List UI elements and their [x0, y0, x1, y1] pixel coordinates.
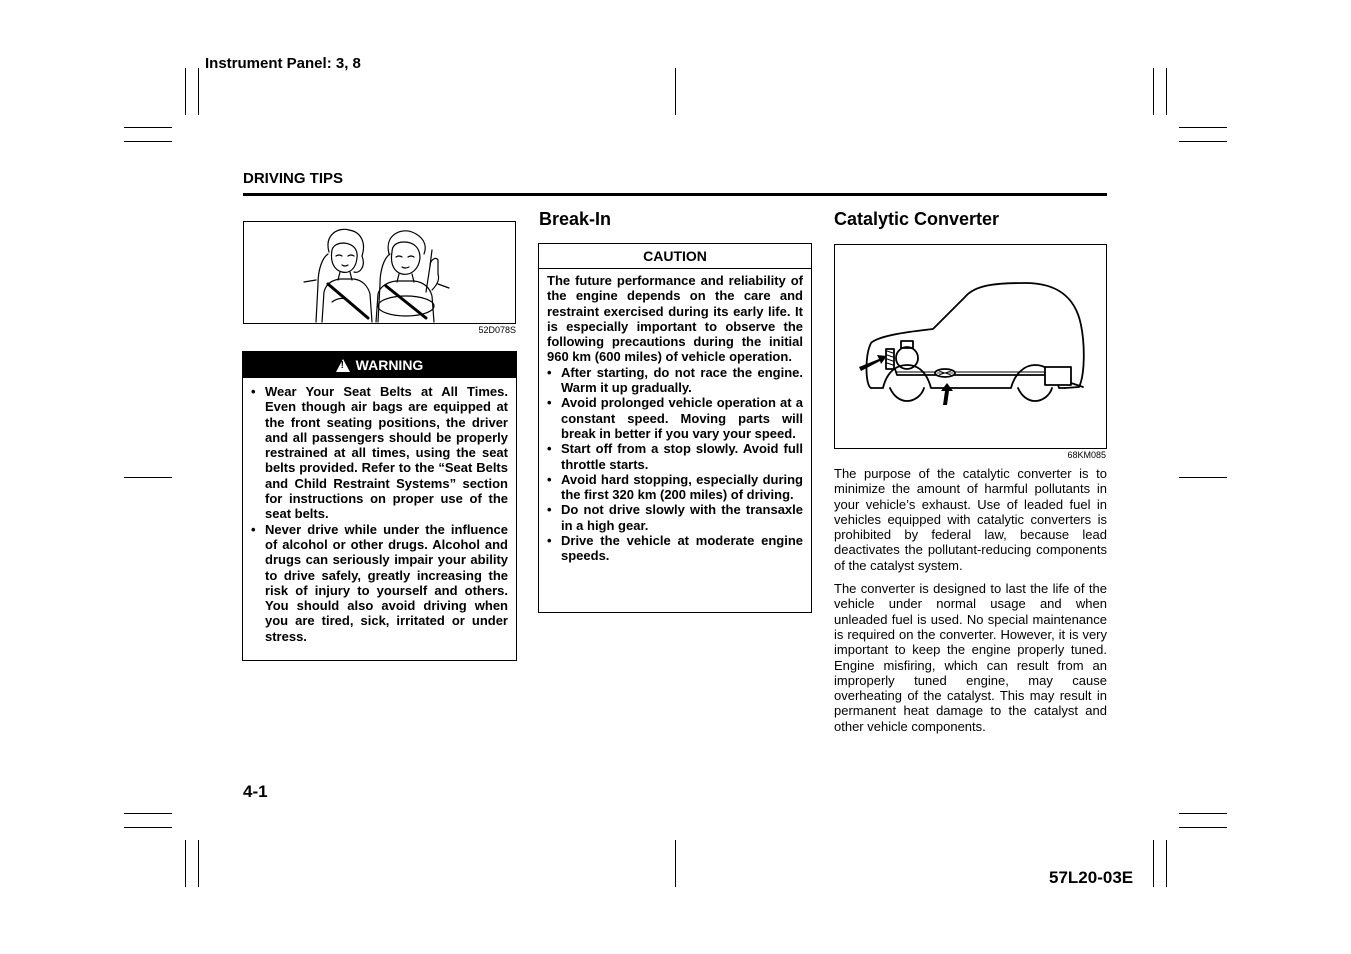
car-exhaust-system-drawing [835, 245, 1106, 448]
caution-header: CAUTION [539, 244, 811, 269]
figure-caption-68km085: 68KM085 [1067, 450, 1106, 460]
document-code: 57L20-03E [1049, 868, 1134, 887]
caution-intro: The future performance and reliability of the engine depends on the care and restraint exercised during its early life. It is especially important to observe the following precautions during the initial 960 km (600 miles) of vehicle operation. [547, 273, 803, 365]
instrument-panel-reference: Instrument Panel: 3, 8 [205, 55, 361, 72]
warning-box [242, 351, 517, 661]
caution-item: • Start off from a stop slowly. Avoid full throttle starts. [547, 441, 803, 472]
paragraph-maintenance: The converter is designed to last the life of the vehicle under normal usage and when unleaded fuel is used. No special maintenance is required on the converter. However, it is very important to keep the engine properly tuned. Engine misfiring, which can result from an improperly tuned engine, may cause overheating of the catalyst. This may result in permanent heat damage to the catalyst and other vehicle components. [834, 581, 1107, 734]
catalytic-converter-heading: Catalytic Converter [834, 209, 1000, 229]
caution-body [539, 269, 811, 564]
catalytic-converter-text [834, 466, 1107, 734]
warning-item-alcohol: • Never drive while under the influence of alcohol or other drugs. Alcohol and drugs can seriously impair your ability to drive safely, greatly increasing the risk of injury to yourself and others. You should also avoid driving when you are tired, sick, irritated or under stress. [251, 522, 508, 644]
caution-item: • Avoid prolonged vehicle operation at a constant speed. Moving parts will break in better if you vary your speed. [547, 395, 803, 441]
page-number: 4-1 [243, 782, 268, 801]
warning-label: WARNING [355, 357, 424, 373]
warning-list [243, 378, 516, 644]
warning-item-seatbelts: • Wear Your Seat Belts at All Times. Even though air bags are equipped at the front seating positions, the driver and all passengers should be properly restrained at all times, using the seat belts provided. Refer to the “Seat Belts and Child Restraint Systems” section for instructions on proper use of the seat belts. [251, 384, 508, 522]
header-rule [243, 193, 1107, 196]
caution-item: • Drive the vehicle at moderate engine speeds. [547, 533, 803, 564]
caution-item: • Do not drive slowly with the transaxle in a high gear. [547, 502, 803, 533]
caution-box [538, 243, 812, 613]
warning-header [243, 352, 516, 378]
warning-triangle-icon: ! [336, 359, 350, 372]
catalytic-converter-illustration [834, 244, 1107, 449]
break-in-heading: Break-In [539, 209, 612, 229]
caution-list [547, 365, 803, 564]
caution-item: • Avoid hard stopping, especially during the first 320 km (200 miles) of driving. [547, 472, 803, 503]
seatbelt-illustration [243, 221, 516, 324]
caution-item: • After starting, do not race the engine. Warm it up gradually. [547, 365, 803, 396]
section-title: DRIVING TIPS [243, 170, 344, 187]
paragraph-purpose: The purpose of the catalytic converter is to minimize the amount of harmful pollutants in your vehicle’s exhaust. Use of leaded fuel in vehicles equipped with catalytic converters is prohibited by federal law, because lead deactivates the pollutant-reducing components of the catalyst system. [834, 466, 1107, 573]
two-occupants-wearing-seatbelts-drawing [244, 222, 515, 323]
figure-caption-52d078s: 52D078S [478, 325, 516, 335]
